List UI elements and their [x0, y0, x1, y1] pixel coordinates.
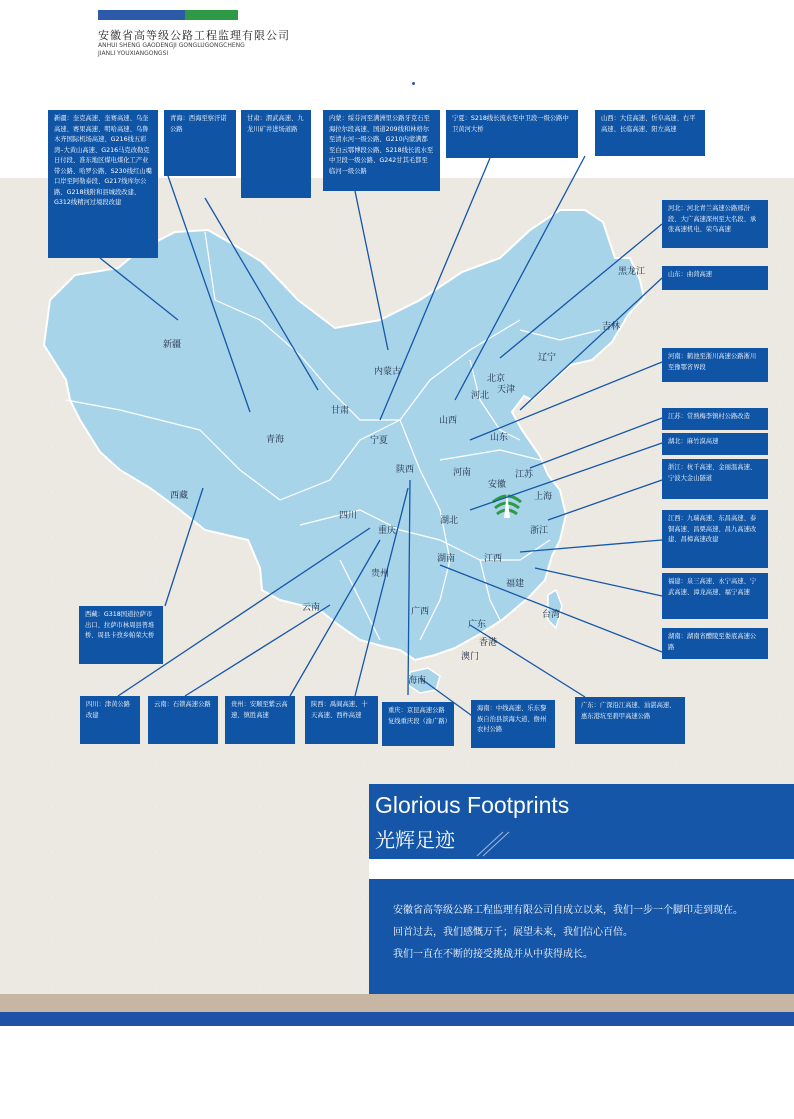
province-label-jiangxi: 江西: [484, 554, 503, 564]
province-label-guangdong: 广东: [468, 620, 487, 630]
project-box-hubei: 湖北：麻竹漠高速: [662, 433, 768, 455]
panel-gap: [369, 859, 794, 879]
project-box-jiangxi: 江西：九瑞高速、东昌高速、泰铜高速、昌栗高速、昌九高速改建、昌樟高速改建: [662, 510, 768, 568]
province-label-hubei: 湖北: [440, 516, 459, 526]
project-box-xinjiang: 新疆：奎克高速、奎赛高速、乌奎高速、赛果高速、明哈高速、乌鲁木齐国际机场高速、G216线五彩湾–大黄山高速、G216马克改勒克日付段、准东地区煤电煤化工产业带公路、哈罗公路、S230线红山嘴口岸至阿勒泰段、G217线库尔公路、G218线附和县城段改建、G312线精河过境段改建: [48, 110, 158, 258]
province-label-aomen: 澳门: [461, 652, 480, 662]
province-label-jiangsu: 江苏: [515, 470, 534, 480]
project-box-jiangsu: 江苏：常熟梅李镇村公路改造: [662, 408, 768, 430]
province-label-yunnan: 云南: [302, 603, 321, 613]
province-label-hunan: 湖南: [437, 554, 456, 564]
province-label-shanxi: 山西: [439, 416, 458, 426]
province-label-henan: 河南: [453, 468, 472, 478]
project-box-zhejiang: 浙江：杭千高速、金丽温高速、宁波大金山隧道: [662, 459, 768, 499]
province-label-tianjin: 天津: [497, 385, 516, 395]
project-box-ningxia: 宁夏：S218线长流水至中卫段一级公路中卫黄河大桥: [446, 110, 578, 158]
intro-text-panel: [369, 879, 794, 994]
province-label-qinghai: 青海: [266, 435, 285, 445]
province-label-gansu: 甘肃: [331, 406, 350, 416]
footer-blue-bar: [0, 1012, 794, 1026]
province-label-hainan: 海南: [408, 676, 427, 686]
company-name-cn: 安徽省高等级公路工程监理有限公司: [98, 29, 290, 42]
province-label-guizhou: 贵州: [371, 569, 390, 579]
project-box-sichuan: 四川：津黄公路改建: [80, 696, 140, 744]
province-label-beijing: 北京: [487, 374, 506, 384]
province-label-shaanxi: 陕西: [396, 465, 415, 475]
company-name-en-line1: ANHUI SHENG GAODENGJI GONGLUGONGCHENG: [98, 42, 245, 49]
province-label-xianggang: 香港: [479, 638, 498, 648]
province-label-heilongjiang: 黑龙江: [618, 267, 646, 277]
province-label-zhejiang: 浙江: [530, 526, 549, 536]
project-box-guangdong: 广东：广深沿江高速、汕湛高速、惠东港坑至碧甲高速公路: [575, 697, 685, 744]
province-label-xinjiang: 新疆: [163, 340, 182, 350]
project-box-yunnan: 云南：石锁高速公路: [148, 696, 218, 744]
project-box-hainan: 海南：中线高速、乐东黎族自治县滨海大道、儋州农村公路: [471, 700, 555, 748]
province-label-guangxi: 广西: [411, 607, 430, 617]
province-label-fujian: 福建: [506, 579, 525, 589]
project-box-qinghai: 青海：西海至察汗诺公路: [164, 110, 236, 176]
province-label-hebei: 河北: [471, 391, 490, 401]
project-box-xizang: 西藏：G318国道拉萨市出口、拉萨市林周县普堆桥、周县卡孜乡帕荣大桥: [79, 606, 163, 664]
province-label-anhui: 安徽: [488, 480, 507, 490]
province-label-taiwan: 台湾: [542, 610, 561, 620]
title-english: Glorious Footprints: [375, 792, 570, 818]
project-box-shandong: 山东：曲菏高速: [662, 266, 768, 290]
province-label-shanghai: 上海: [534, 492, 553, 502]
province-label-shandong: 山东: [490, 433, 509, 443]
company-name-en-line2: JIANLI YOUXIANGONGSI: [98, 50, 169, 57]
province-label-liaoning: 辽宁: [538, 353, 557, 363]
province-label-chongqing: 重庆: [378, 526, 397, 536]
project-box-fujian: 福建：泉三高速、永宁高速、宁武高速、漳龙高速、福宁高速: [662, 573, 768, 619]
province-label-jilin: 吉林: [602, 322, 621, 332]
project-box-henan: 河南：鹤池至浙川高速公路淅川至豫鄂省界段: [662, 348, 768, 382]
project-box-gansu: 甘肃：渭武高速、九龙川矿井进场道路: [241, 110, 311, 198]
intro-text-line-1: 安徽省高等级公路工程监理有限公司自成立以来，我们一步一个脚印走到现在。: [393, 905, 743, 916]
province-label-sichuan: 四川: [339, 511, 358, 521]
intro-text-line-3: 我们一直在不断的接受挑战并从中获得成长。: [393, 949, 593, 960]
intro-text-line-2: 回首过去，我们感慨万千；展望未来，我们信心百倍。: [393, 927, 633, 938]
footer-tan-bar: [0, 994, 794, 1012]
province-label-ningxia: 宁夏: [370, 436, 389, 446]
province-label-neimenggu: 内蒙古: [374, 367, 402, 377]
title-chinese: 光辉足迹: [375, 828, 455, 852]
project-box-shaanxi: 陕西：禹阎高速、十天高速、西柞高速: [305, 696, 378, 744]
project-box-hunan: 湖南：湖南省醴陵至娄底高速公路: [662, 628, 768, 659]
project-box-guizhou: 贵州：安顺至紫云高速、镇胜高速: [225, 696, 295, 744]
project-box-neimeng: 内蒙：绥芬河至满洲里公路牙克石至海拉尔段高速、国道209线和林格尔至清水河一级公路、G210内蒙满都至白云鄂博段公路、S218线长流水至中卫段一级公路、G242甘其毛都至临河一级公路: [323, 110, 440, 191]
project-box-chongqing: 重庆：京昆高速公路复线重庆段（渝广路）: [382, 702, 454, 746]
project-box-shanxi: 山西：大佳高速、忻阜高速、右平高速、长临高速、阳左高速: [595, 110, 705, 156]
province-label-xizang: 西藏: [170, 491, 189, 501]
title-panel: [369, 784, 794, 859]
project-box-hebei: 河北：河北青兰高速公路邢汾段、大广高速深州至大名段、承张高速机电、荣乌高速: [662, 200, 768, 248]
decorative-slashes: [369, 784, 794, 859]
